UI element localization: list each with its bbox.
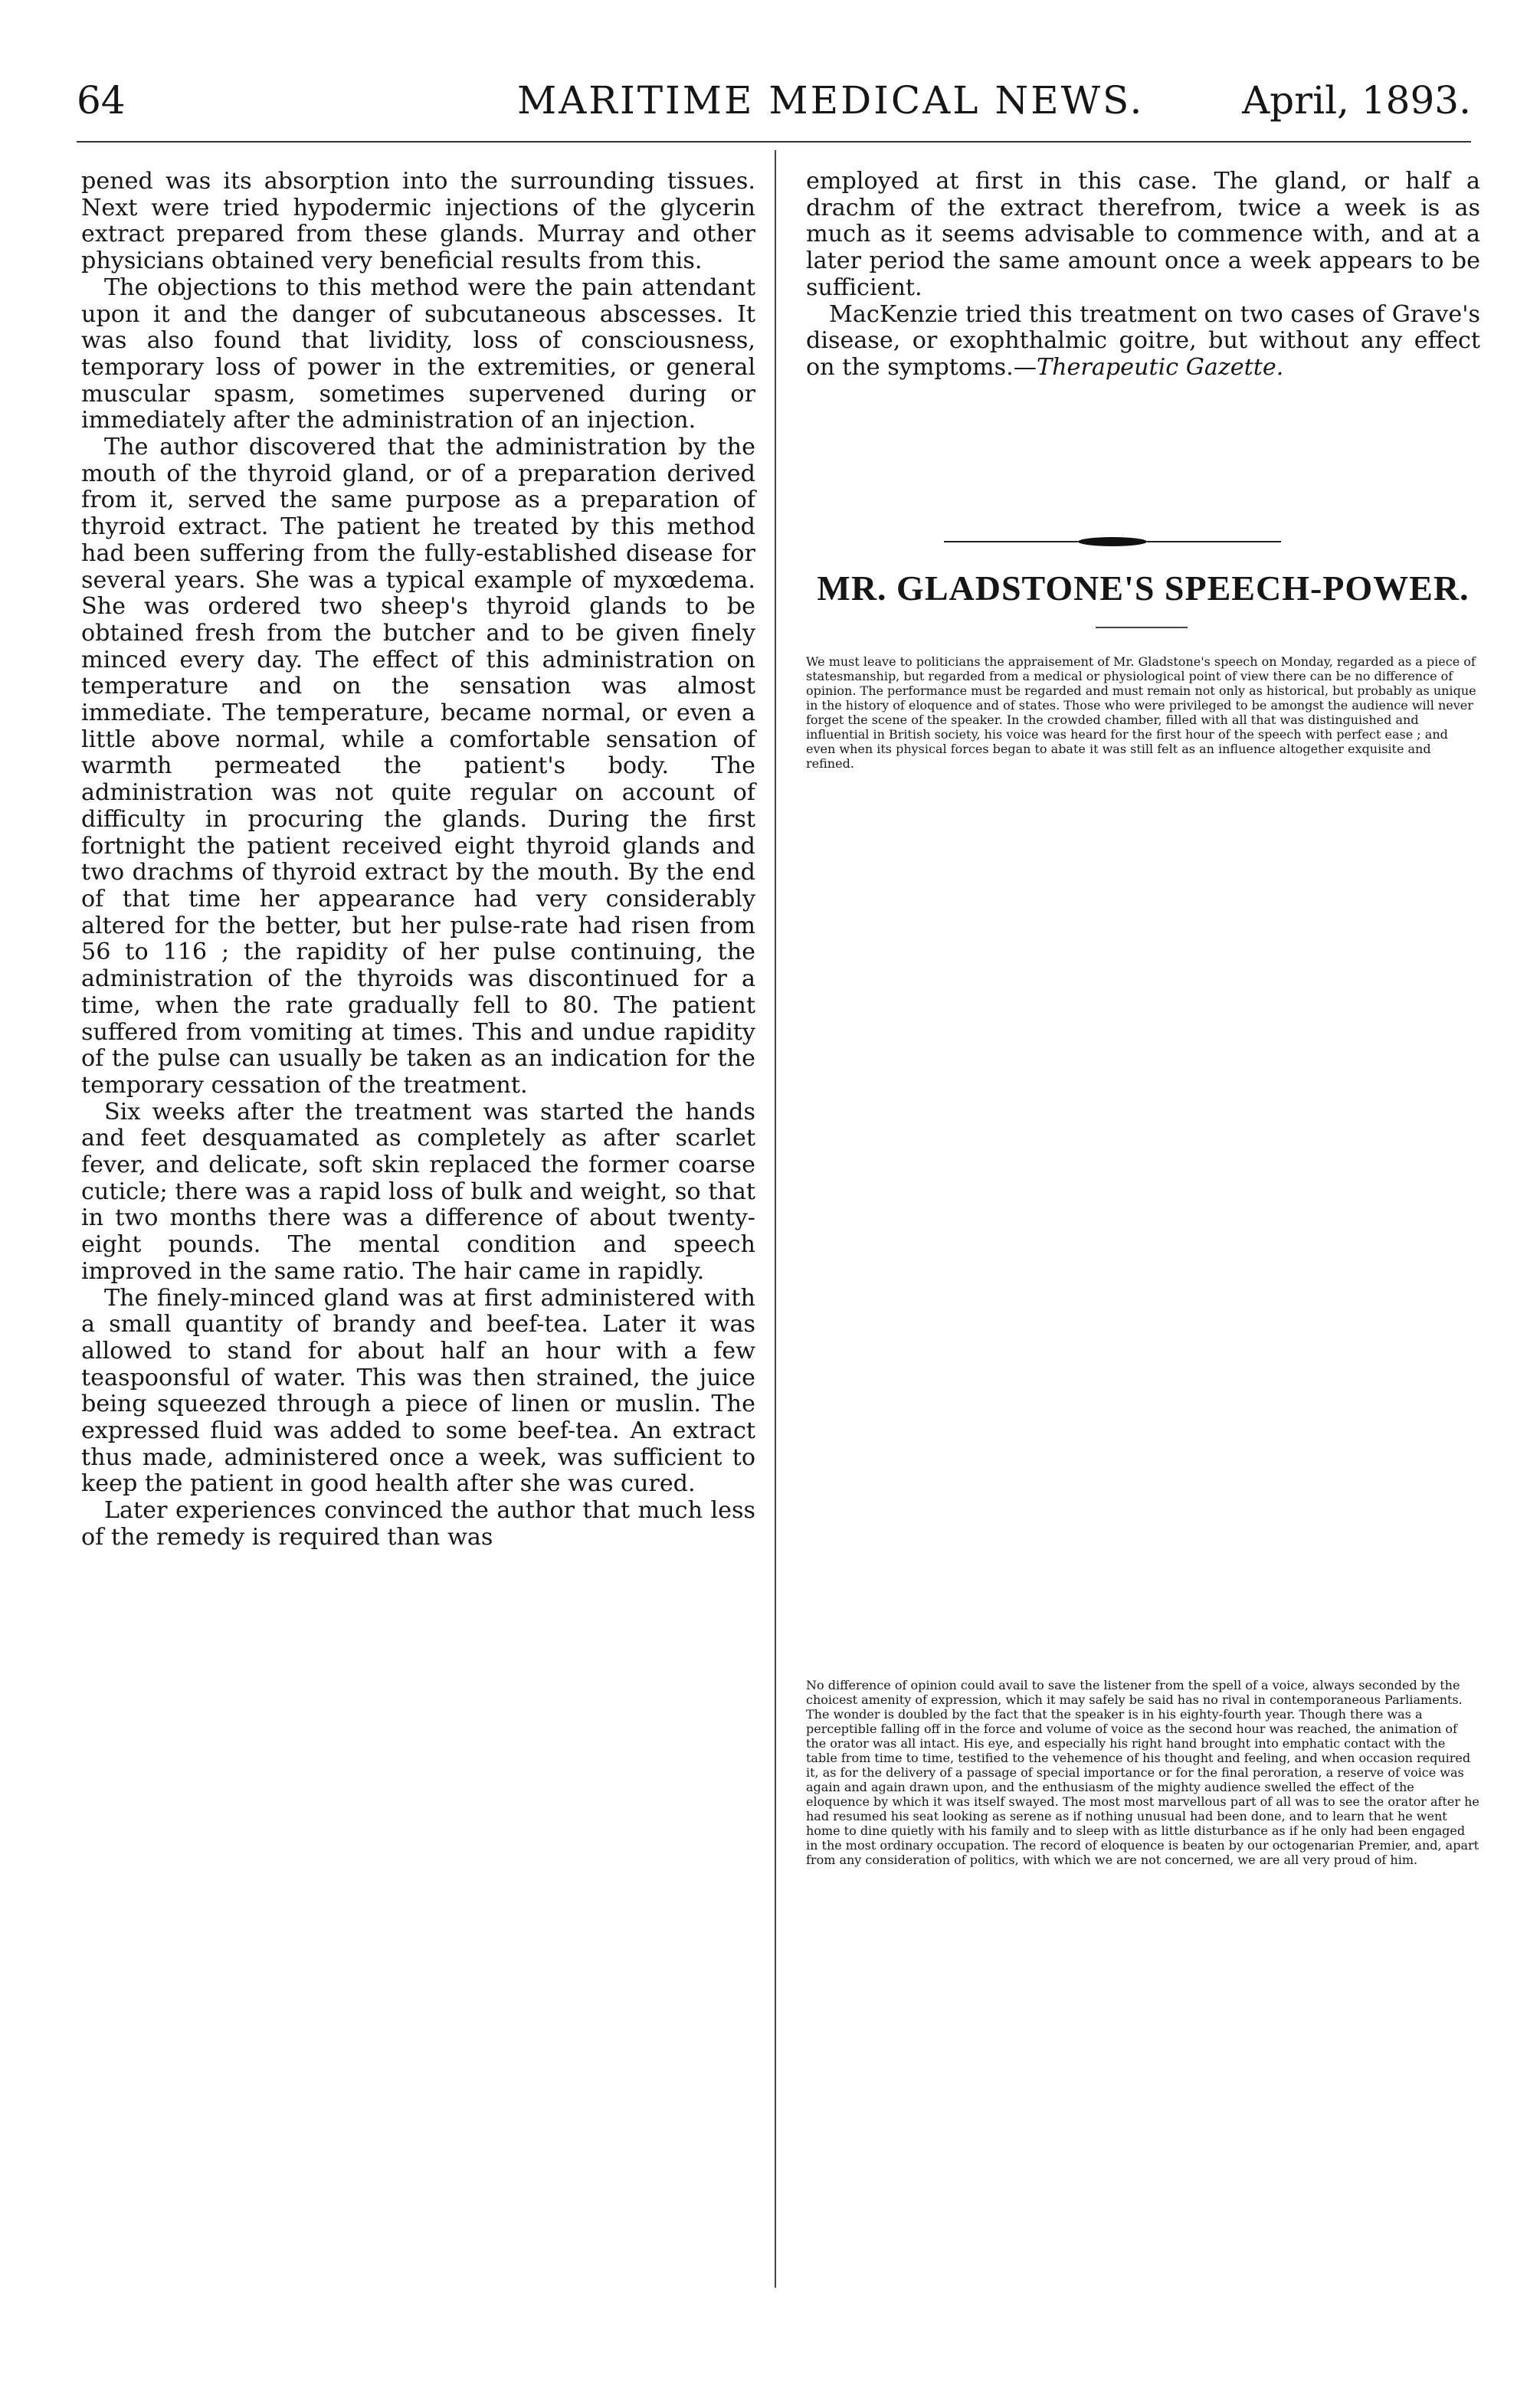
left-column [81,169,755,1551]
running-header [77,74,1471,127]
right-paragraph-2-text: MacKenzie tried this treatment on two cases of Grave's disease, or exophthalmic goitre, but without any effect on the symptoms. [806,300,1480,381]
left-paragraph-6: Later experiences convinced the author that much less of the remedy is required than was [81,1497,755,1551]
article-body-small [806,1666,1480,1879]
column-divider [775,150,776,2288]
right-paragraph-1: employed at first in this case. The gland, or half a drachm of the extract therefrom, twice a week is as much as it seems advisable to commence with, and at a later period the same amount once a week appears to be sufficient. [806,168,1480,301]
left-paragraph-5: The finely-minced gland was at first administered with a small quantity of brandy and beef-tea. Later it was allowed to stand for about half an hour with a few teaspoonsful of water. This was then strained, the juice being squeezed through a piece of linen or muslin. The expressed fluid was added to some beef-tea. An extract thus made, administered once a week, was sufficient to keep the patient in good health after she was cured. [81,1284,755,1498]
left-paragraph-3: The author discovered that the administration by the mouth of the thyroid gland, or of a preparation derived from it, served the same purpose as a preparation of thyroid extract. The patient he treated by this method had been suffering from the fully-established disease for several years. She was a typical example of myxœdema. She was ordered two sheep's thyroid glands to be obtained fresh from the butcher and to be given finely minced every day. The effect of this administration on temperature and on the sensation was almost immediate. The temperature, became normal, or even a little above normal, while a comfortable sensation of warmth permeated the patient's body. The administration was not quite regular on account of difficulty in procuring the glands. During the first fortnight the patient received eight thyroid glands and two drachms of thyroid extract by the mouth. By the end of that time her appearance had very considerably altered for the better, but her pulse-rate had risen from 56 to 116 ; the rapidity of her pulse continuing, the administration of the thyroids was discontinued for a time, when the rate gradually fell to 80. The patient suffered from vomiting at times. This and undue rapidity of the pulse can usually be taken as an indication for the temporary cessation of the treatment. [81,434,755,1099]
left-paragraph-2: The objections to this method were the pain attendant upon it and the danger of subcutaneous abscesses. It was also found that lividity, loss of consciousness, temporary loss of power in the extremities, or general muscular spasm, sometimes supervened during or immediately after the administration of an injection. [81,274,755,434]
article-body-large [806,642,1480,783]
right-paragraph-2 [806,302,1480,382]
left-paragraph-1: pened was its absorption into the surrounding tissues. Next were tried hypodermic injections of the glycerin extract prepared from these glands. Murray and other physicians obtained very beneficial results from this. [81,168,755,275]
article-title: MR. GLADSTONE'S SPEECH-POWER. [817,568,1470,608]
ornamental-divider [944,536,1281,547]
source-citation: —Therapeutic Gazette. [1013,353,1284,381]
right-column-top [806,169,1480,382]
left-paragraph-4: Six weeks after the treatment was started the hands and feet desquamated as completely as after scarlet fever, and delicate, soft skin replaced the former coarse cuticle; there was a rapid loss of bulk and weight, so that in two months there was a difference of about twenty-eight pounds. The mental condition and speech improved in the same ratio. The hair came in rapidly. [81,1098,755,1285]
title-rule [1096,627,1188,628]
article-paragraph-2: No difference of opinion could avail to save the listener from the spell of a voice, always seconded by the choicest amenity of expression, which it may safely be said has no rival in contemporaneous Parliaments. The wonder is doubled by the fact that the speaker is in his eighty-fourth year. Though there was a perceptible falling off in the force and volume of voice as the second hour was reached, the animation of the orator was all intact. His eye, and especially his right hand brought into emphatic contact with the table from time to time, testified to the vehemence of his thought and feeling, and when occasion required it, as for the delivery of a passage of special importance or for the final peroration, a reserve of voice was again and again drawn upon, and the enthusiasm of the mighty audience swelled the effect of the eloquence by which it was itself swayed. The most most marvellous part of all was to see the orator after he had resumed his seat looking as serene as if nothing unusual had been done, and to learn that he went home to dine quietly with his family and to sleep with as little disturbance as if he only had been engaged in the most ordinary occupation. The record of eloquence is beaten by our octogenarian Premier, and, apart from any consideration of politics, with which we are not concerned, we are all very proud of him. [806,1678,1479,1867]
issue-date: April, 1893. [1242,78,1471,123]
page-number: 64 [77,78,126,123]
article-paragraph-1: We must leave to politicians the appraisement of Mr. Gladstone's speech on Monday, regarded as a piece of statesmanship, but regarded from a medical or physiological point of view there can be no difference of opinion. The performance must be regarded and must remain not only as historical, but probably as unique in the history of eloquence and of states. Those who were privileged to be amongst the audience will never forget the scene of the speaker. In the crowded chamber, filled with all that was distinguished and influential in British society, his voice was heard for the first hour of the speech with perfect ease ; and even when its physical forces began to abate it was still felt as an influence altogether exquisite and refined. [806,654,1476,771]
journal-title: MARITIME MEDICAL NEWS. [517,78,1145,123]
header-rule [77,141,1471,143]
